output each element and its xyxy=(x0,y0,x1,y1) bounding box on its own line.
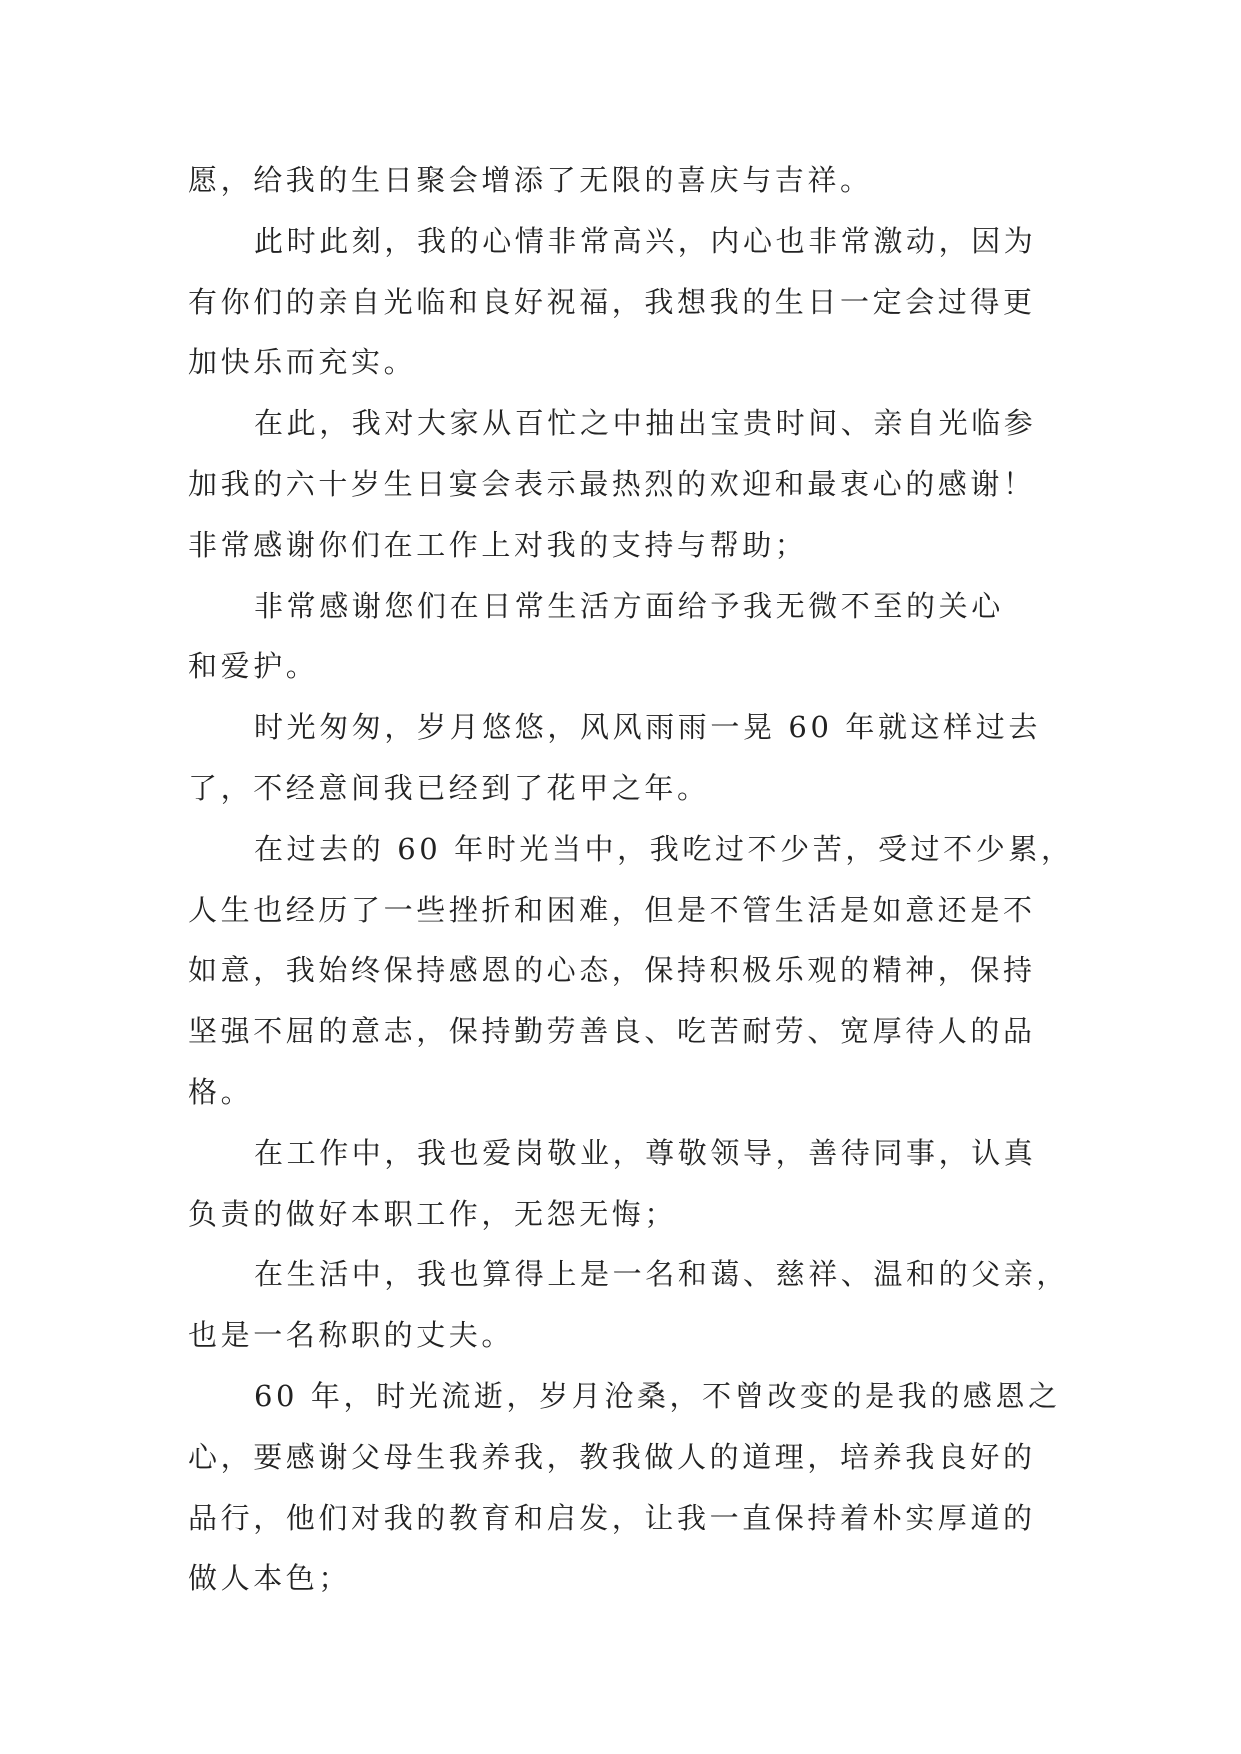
text-line: 和爱护。 xyxy=(188,649,319,684)
text-line: 加我的六十岁生日宴会表示最热烈的欢迎和最衷心的感谢！ xyxy=(188,466,1036,501)
text-line: 在过去的 60 年时光当中，我吃过不少苦，受过不少累， xyxy=(254,831,1074,866)
text-line: 60 年，时光流逝，岁月沧桑，不曾改变的是我的感恩之 xyxy=(254,1378,1061,1413)
text-line: 心，要感谢父母生我养我，教我做人的道理，培养我良好的 xyxy=(188,1439,1036,1474)
text-line: 人生也经历了一些挫折和困难，但是不管生活是如意还是不 xyxy=(188,892,1036,927)
text-line: 格。 xyxy=(188,1074,254,1109)
text-line: 在生活中，我也算得上是一名和蔼、慈祥、温和的父亲， xyxy=(254,1257,1070,1292)
text-line: 做人本色； xyxy=(188,1561,352,1596)
text-line: 非常感谢您们在日常生活方面给予我无微不至的关心 xyxy=(254,588,1004,623)
text-line: 也是一名称职的丈夫。 xyxy=(188,1318,515,1353)
document-body xyxy=(188,150,1074,1609)
text-line: 愿，给我的生日聚会增添了无限的喜庆与吉祥。 xyxy=(188,163,873,197)
text-line: 如意，我始终保持感恩的心态，保持积极乐观的精神，保持 xyxy=(188,953,1036,988)
text-line: 时光匆匆，岁月悠悠，风风雨雨一晃 60 年就这样过去 xyxy=(254,710,1041,745)
text-line: 负责的做好本职工作，无怨无悔； xyxy=(188,1196,678,1231)
text-line: 了，不经意间我已经到了花甲之年。 xyxy=(188,770,710,805)
text-line: 在工作中，我也爱岗敬业，尊敬领导，善待同事，认真 xyxy=(254,1135,1037,1170)
text-line: 坚强不屈的意志，保持勤劳善良、吃苦耐劳、宽厚待人的品 xyxy=(188,1014,1036,1049)
text-line: 品行，他们对我的教育和启发，让我一直保持着朴实厚道的 xyxy=(188,1500,1036,1535)
text-line: 加快乐而充实。 xyxy=(188,345,417,380)
text-line: 有你们的亲自光临和良好祝福，我想我的生日一定会过得更 xyxy=(188,284,1036,319)
text-line: 在此，我对大家从百忙之中抽出宝贵时间、亲自光临参 xyxy=(254,406,1037,441)
text-line: 此时此刻，我的心情非常高兴，内心也非常激动，因为 xyxy=(254,223,1037,258)
text-line: 非常感谢你们在工作上对我的支持与帮助； xyxy=(188,527,808,562)
